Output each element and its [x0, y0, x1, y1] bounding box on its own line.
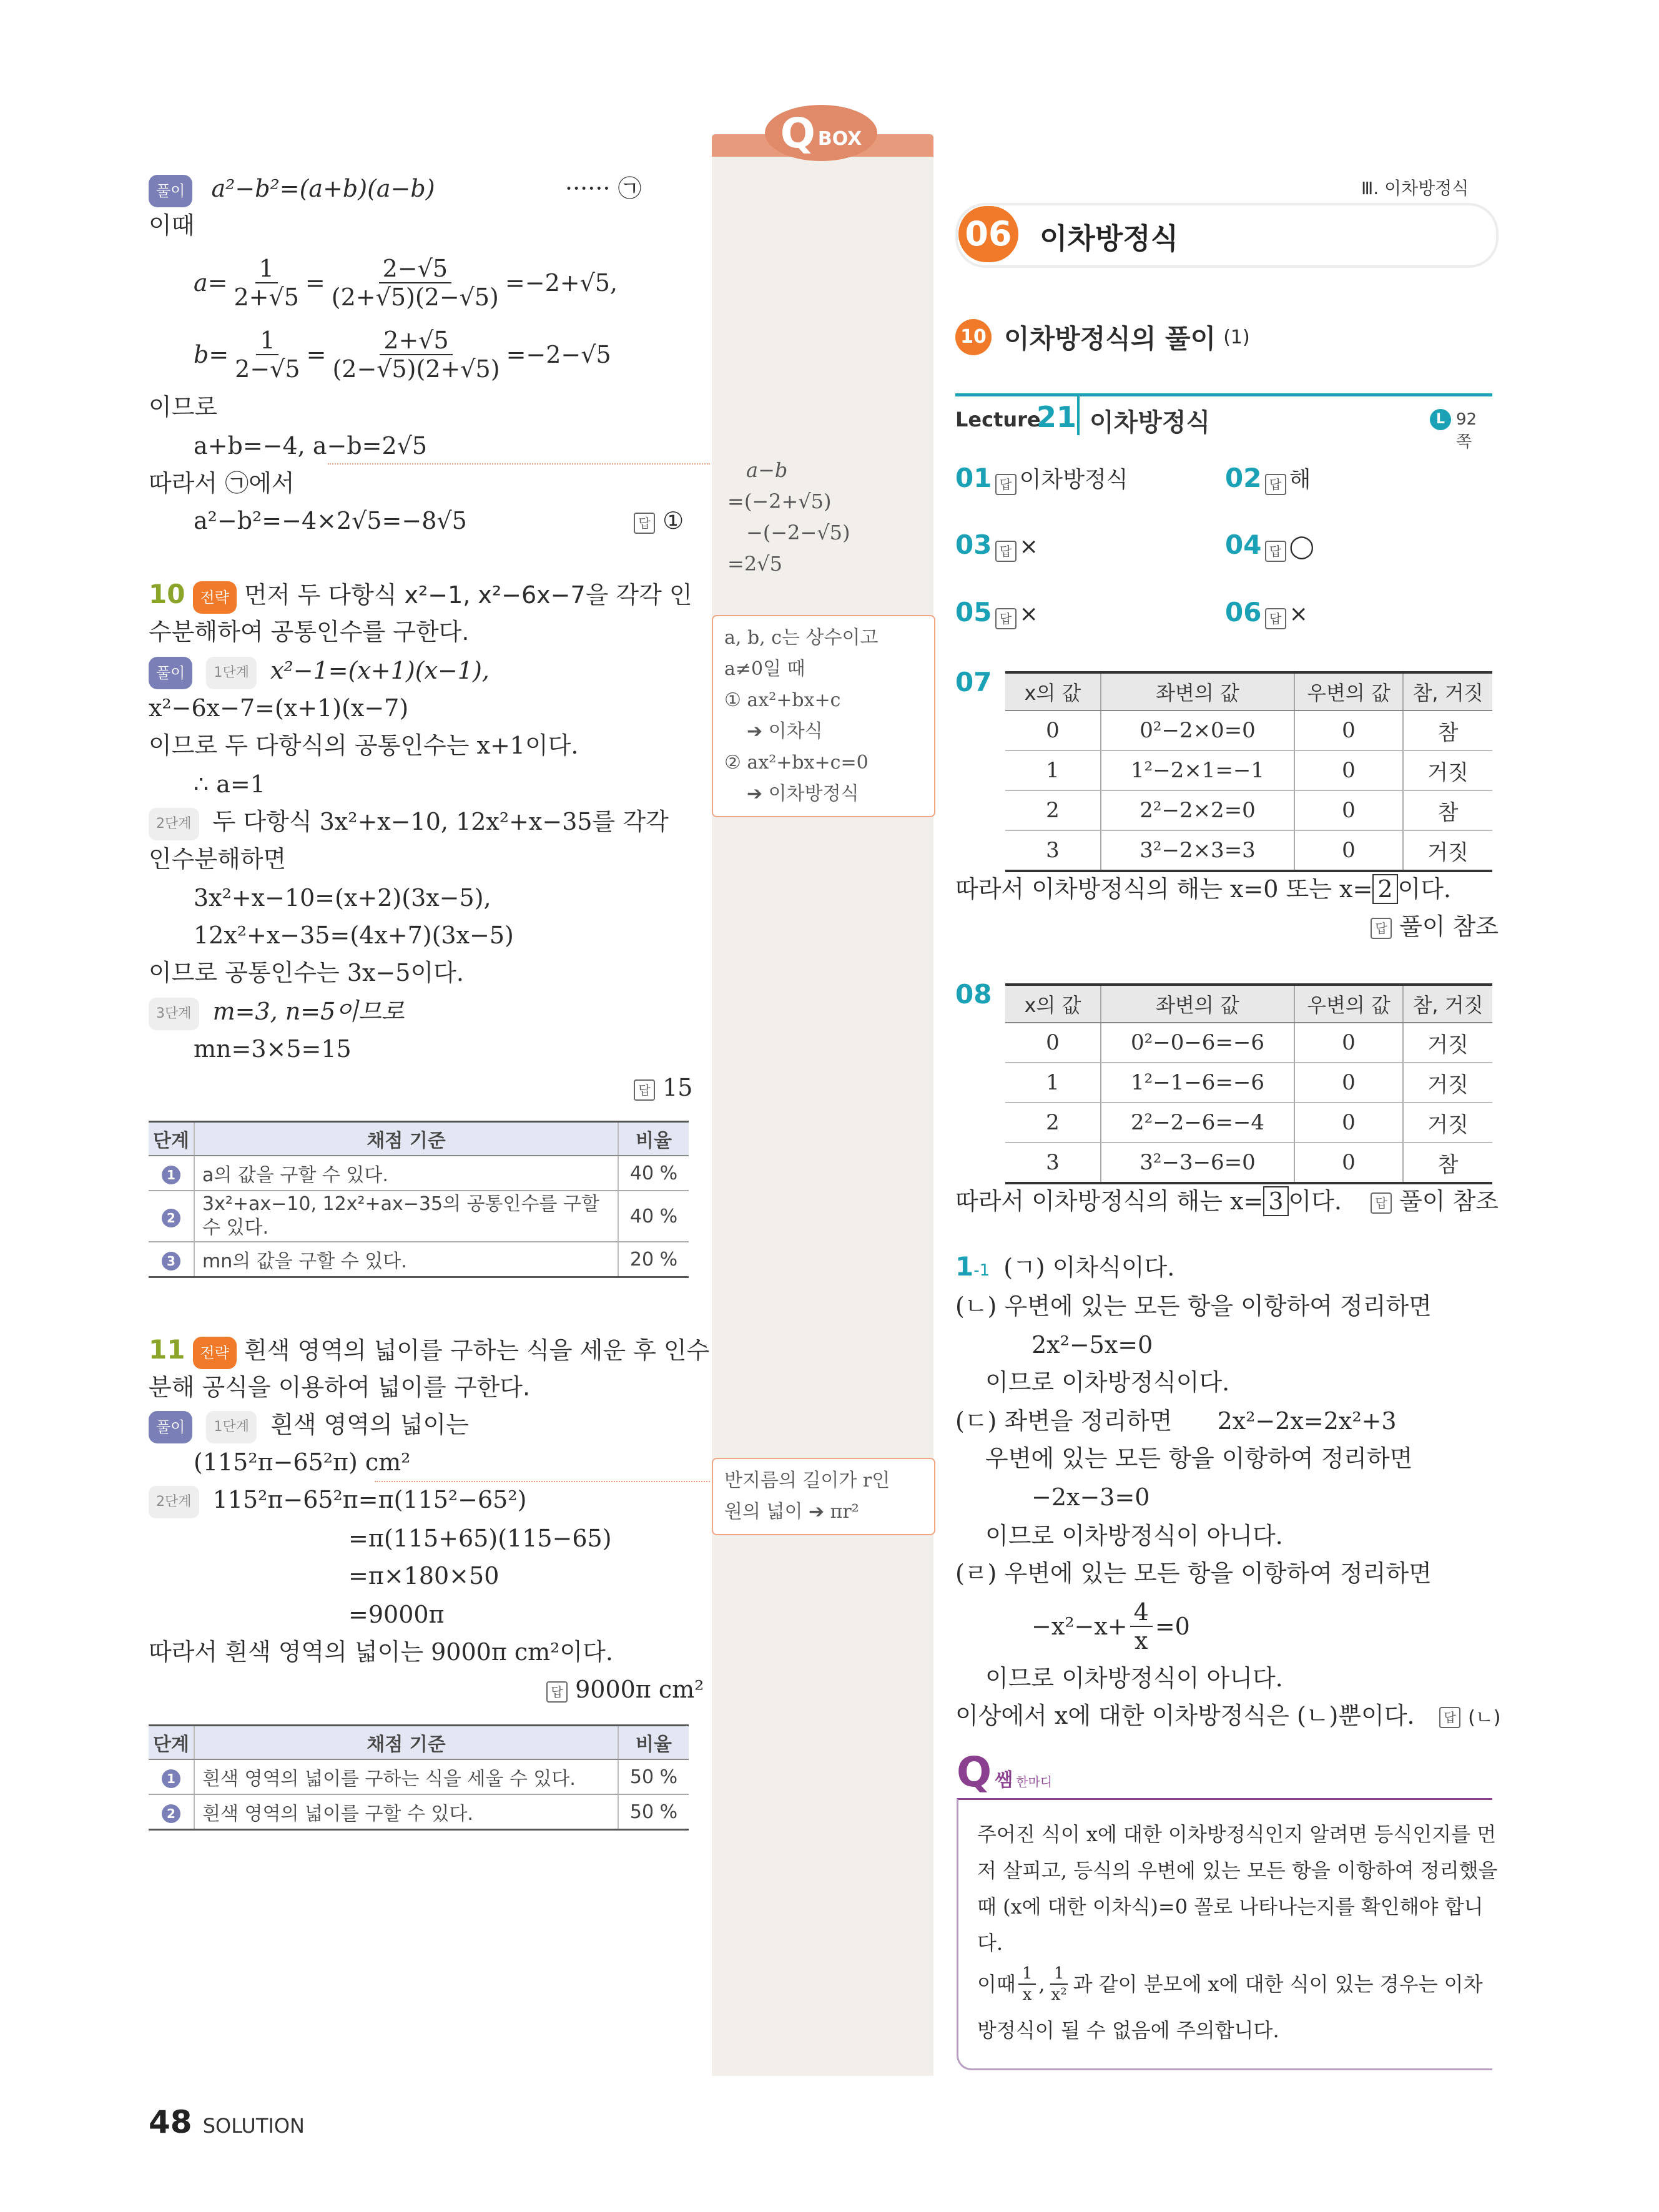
answer-icon: 답 [1439, 1707, 1460, 1728]
step-badge: 3단계 [149, 998, 199, 1030]
fraction [230, 255, 303, 311]
step-number: 3 [162, 1252, 180, 1271]
eq: 두 다항식 3x²+x−10, 12x²+x−35를 각각 [212, 808, 669, 835]
answer-icon: 답 [1265, 474, 1286, 495]
th-step: 단계 [149, 1122, 194, 1156]
step-number: 2 [162, 1804, 180, 1823]
eq: a²−b²=(a+b)(a−b) [211, 175, 435, 202]
denominator: (2+√5)(2−√5) [331, 283, 499, 311]
step-number: 1 [162, 1166, 180, 1184]
th-step: 단계 [149, 1726, 194, 1760]
lecture-title: 이차방정식 [1090, 408, 1211, 437]
tip-q: Q [957, 1748, 992, 1796]
denominator: x [1135, 1627, 1148, 1654]
q10-line-3: 이므로 두 다항식의 공통인수는 x+1이다. [149, 732, 579, 759]
cell: 거짓 [1403, 1103, 1492, 1143]
chapter-title: 이차방정식 [1040, 222, 1179, 255]
strategy-badge: 전략 [193, 581, 237, 614]
p1-line-8: 이므로 이차방정식이 아니다. [985, 1522, 1283, 1550]
p1-line-9: (ㄹ) 우변에 있는 모든 항을 이항하여 정리하면 [955, 1560, 1432, 1587]
answer-icon: 답 [995, 474, 1017, 495]
eq: x²−1=(x+1)(x−1), [270, 657, 490, 684]
ratio: 50 % [618, 1759, 689, 1794]
cell: 2 [1005, 1103, 1101, 1143]
link-line-2 [375, 1481, 710, 1482]
eq-a [194, 255, 618, 311]
cell: 0 [1005, 710, 1101, 750]
eq-part: =0 [1154, 1613, 1190, 1640]
text: 따라서 이차방정식의 해는 x=0 또는 x= [955, 875, 1373, 903]
note-line: a, b, c는 상수이고 [724, 627, 879, 649]
q11-line-2: (115²π−65²π) cm² [194, 1448, 411, 1476]
solution-badge: 풀이 [149, 175, 192, 207]
q11-strategy-1: 흰색 영역의 넓이를 구하는 식을 세운 후 인수 [244, 1337, 710, 1364]
table-row [1005, 830, 1492, 871]
criterion: 흰색 영역의 넓이를 구하는 식을 세울 수 있다. [194, 1759, 618, 1794]
answer-02 [1225, 462, 1311, 495]
q08-number: 08 [955, 979, 992, 1010]
problem-number: 1 [955, 1251, 974, 1282]
tip-line-1: 주어진 식이 x에 대한 이차방정식인지 알려면 등식인지를 먼 [977, 1822, 1497, 1846]
text: 이때 [977, 1972, 1016, 1996]
note-line: 원의 넓이 ➔ πr² [724, 1501, 859, 1523]
q10-strategy-2: 수분해하여 공통인수를 구한다. [149, 618, 470, 646]
step-badge: 2단계 [149, 1486, 199, 1518]
text: 따라서 이차방정식의 해는 x= [955, 1187, 1264, 1215]
qbox-box: BOX [817, 127, 862, 150]
numerator: 1 [256, 327, 278, 355]
th-ratio: 비율 [618, 1726, 689, 1760]
cell: 거짓 [1403, 1023, 1492, 1063]
note-line: ➔ 이차식 [747, 720, 823, 742]
text-ttaraseo: 따라서 ㉠에서 [149, 469, 295, 497]
fraction [231, 327, 303, 383]
p1-line-4: 이므로 이차방정식이다. [985, 1369, 1230, 1396]
answer-value: 15 [662, 1074, 693, 1101]
eq: 115²π−65²π=π(115²−65²) [212, 1486, 527, 1513]
qbox-q: Q [780, 109, 815, 157]
answer-text: 풀이 참조 [1399, 1187, 1499, 1215]
note-line: ① ax²+bx+c [724, 689, 841, 711]
table-row [149, 1191, 689, 1242]
eq-part: =−2−√5 [506, 341, 611, 368]
q08-answer [1371, 1186, 1499, 1216]
page-footer [149, 2104, 305, 2140]
sol-line-1 [149, 174, 435, 207]
table-row [1005, 750, 1492, 790]
table-row [149, 1242, 689, 1277]
answer-icon: 답 [1371, 1192, 1392, 1214]
ratio: 40 % [618, 1191, 689, 1242]
step-number: 1 [162, 1769, 180, 1788]
p1-line-7: −2x−3=0 [1031, 1483, 1150, 1511]
table-row [149, 1156, 689, 1191]
text-imeuro: 이므로 [149, 393, 218, 421]
strategy-badge: 전략 [193, 1337, 237, 1369]
q10-line-9: 이므로 공통인수는 3x−5이다. [149, 959, 464, 986]
p1-line-10 [1031, 1598, 1190, 1654]
side-note-2 [712, 615, 935, 817]
p1-line-1 [955, 1252, 1174, 1285]
q10-line-2: x²−6x−7=(x+1)(x−7) [149, 694, 409, 722]
q10-number: 10 [149, 579, 185, 609]
table-row [1005, 790, 1492, 830]
tip-line-2: 저 살피고, 등식의 우변에 있는 모든 항을 이항하여 정리했을 [977, 1859, 1498, 1882]
answer-number: 06 [1225, 597, 1262, 627]
eq-sum-diff: a+b=−4, a−b=2√5 [194, 432, 428, 460]
q07-number: 07 [955, 667, 992, 697]
note-line: ② ax²+bx+c=0 [724, 752, 869, 774]
p1-answer [1439, 1701, 1500, 1733]
q11-title [149, 1335, 709, 1369]
th-rhs: 우변의 값 [1294, 672, 1403, 710]
answer-03 [955, 529, 1038, 562]
marker-1: ······ ㉠ [565, 175, 642, 202]
answer-value: 9000π cm² [575, 1676, 704, 1703]
answer-icon: 답 [546, 1681, 568, 1703]
tip-line-6: 방정식이 될 수 없음에 주의합니다. [977, 2018, 1279, 2042]
cell: 0 [1294, 750, 1403, 790]
note-line: 반지름의 길이가 r인 [724, 1470, 890, 1492]
text: 흰색 영역의 넓이는 [270, 1411, 469, 1438]
q11-line-4: =π(115+65)(115−65) [348, 1525, 612, 1552]
table-row [1005, 1103, 1492, 1143]
th-x: x의 값 [1005, 672, 1101, 710]
answer-05 [955, 597, 1038, 629]
denominator: 2−√5 [235, 355, 300, 383]
answer-icon: 답 [995, 608, 1017, 629]
q10-score-table [149, 1121, 689, 1278]
text: (ㄱ) 이차식이다. [1003, 1254, 1175, 1281]
q10-line-11: mn=3×5=15 [194, 1035, 352, 1063]
solution-badge: 풀이 [149, 657, 192, 689]
q11-score-table [149, 1724, 689, 1831]
criterion: 3x²+ax−10, 12x²+ax−35의 공통인수를 구할 수 있다. [194, 1191, 618, 1242]
answer-icon: 답 [1265, 541, 1286, 562]
answer-icon: 답 [634, 513, 655, 534]
cell: 거짓 [1403, 830, 1492, 871]
answer-text: 해 [1289, 467, 1311, 493]
q10-line-8: 12x²+x−35=(4x+7)(3x−5) [194, 922, 514, 949]
denominator: x² [1051, 1985, 1067, 2004]
text: 이다. [1397, 875, 1452, 903]
q11-line-7: 따라서 흰색 영역의 넓이는 9000π cm²이다. [149, 1638, 613, 1666]
cell: 0 [1294, 830, 1403, 871]
table-row [1005, 1143, 1492, 1183]
table-row [149, 1759, 689, 1794]
note-line: a−b [746, 458, 788, 482]
cell: 참 [1403, 710, 1492, 750]
subsection-title [955, 318, 1250, 356]
q07-answer [1371, 912, 1499, 941]
q11-number: 11 [149, 1334, 185, 1365]
q11-line-5: =π×180×50 [348, 1562, 500, 1590]
qbox-column [712, 134, 933, 2076]
eq-sign: = [305, 269, 325, 297]
cell: 0 [1294, 1063, 1403, 1103]
table-row [1005, 1063, 1492, 1103]
answer-number: 02 [1225, 463, 1262, 493]
answer-grid [955, 462, 1492, 643]
answer-04 [1225, 529, 1314, 562]
th-x: x의 값 [1005, 985, 1101, 1023]
numerator: 1 [1050, 1964, 1068, 1985]
answer-number: 05 [955, 597, 992, 627]
lecture-word: Lecture [955, 408, 1041, 431]
q11-line-6: =9000π [348, 1601, 445, 1628]
subsection-part: (1) [1223, 326, 1250, 348]
cell: 참 [1403, 1143, 1492, 1183]
link-line-1 [328, 463, 710, 465]
step-badge: 2단계 [149, 808, 199, 840]
q10-answer [634, 1073, 692, 1103]
q10-line-10 [149, 996, 404, 1030]
criterion: 흰색 영역의 넓이를 구할 수 있다. [194, 1794, 618, 1830]
th-ratio: 비율 [618, 1122, 689, 1156]
q10-title [149, 579, 692, 614]
q11-line-3 [149, 1485, 526, 1518]
cell: 3²−2×3=3 [1101, 830, 1294, 871]
text: (ㄷ) 좌변을 정리하면 [955, 1407, 1173, 1435]
note-line: a≠0일 때 [724, 658, 805, 680]
answer-text: 이차방정식 [1019, 467, 1128, 493]
cell: 1 [1005, 750, 1101, 790]
q10-line-4: ∴ a=1 [194, 770, 265, 798]
text-ittae: 이때 [149, 212, 195, 239]
cell: 거짓 [1403, 750, 1492, 790]
cell: 3 [1005, 1143, 1101, 1183]
cell: 1²−1−6=−6 [1101, 1063, 1294, 1103]
q11-answer [546, 1674, 704, 1704]
eq-sign: = [306, 341, 327, 368]
fraction [328, 327, 503, 383]
chapter-number: 06 [958, 206, 1018, 262]
th-criterion: 채점 기준 [194, 1122, 618, 1156]
ratio: 20 % [618, 1242, 689, 1277]
note-line: =(−2+√5) [727, 489, 832, 513]
tip-subtitle: 한마디 [1016, 1774, 1053, 1789]
answer-icon: 답 [995, 541, 1017, 562]
answer-value: (ㄴ) [1468, 1707, 1501, 1729]
cell: 2²−2−6=−4 [1101, 1103, 1294, 1143]
tip-box [957, 1798, 1498, 2070]
page-number: 48 [149, 2104, 192, 2140]
eq: 2x²−2x=2x²+3 [1217, 1407, 1397, 1435]
cell: 0²−2×0=0 [1101, 710, 1294, 750]
criterion: a의 값을 구할 수 있다. [194, 1156, 618, 1191]
fraction [1130, 1598, 1153, 1654]
answer-icon: 답 [634, 1079, 655, 1101]
numerator: 1 [1018, 1964, 1036, 1985]
answer-icon: 답 [1371, 918, 1392, 939]
q10-line-6: 인수분해하면 [149, 845, 287, 873]
table-row [149, 1794, 689, 1830]
q08-conclusion [955, 1186, 1342, 1216]
q10-line-5 [149, 807, 669, 840]
text: 과 같이 분모에 x에 대한 식이 있는 경우는 이차 [1073, 1972, 1483, 1996]
answer-icon: 답 [1265, 608, 1286, 629]
q08-table [1005, 983, 1492, 1184]
q11-line-1 [149, 1410, 469, 1443]
th-lhs: 좌변의 값 [1101, 985, 1294, 1023]
tip-title: 쌤 [995, 1769, 1013, 1791]
table-row [1005, 1023, 1492, 1063]
cell: 1 [1005, 1063, 1101, 1103]
answer-06 [1225, 597, 1308, 629]
cell: 1²−2×1=−1 [1101, 750, 1294, 790]
side-note-1 [727, 455, 850, 579]
answer-text: ◯ [1289, 534, 1314, 559]
denominator: 2+√5 [234, 283, 299, 311]
denominator: x [1022, 1985, 1032, 2004]
th-lhs: 좌변의 값 [1101, 672, 1294, 710]
answer-number: 01 [955, 463, 992, 493]
answer-value: ① [662, 507, 684, 534]
cell: 3²−3−6=0 [1101, 1143, 1294, 1183]
tip-line-5 [977, 1964, 1482, 2005]
answer-text: × [1289, 601, 1308, 627]
cell: 0²−0−6=−6 [1101, 1023, 1294, 1063]
eq-part: −x²−x+ [1031, 1613, 1128, 1640]
page-label: SOLUTION [202, 2114, 305, 2138]
q10-line-1 [149, 656, 490, 689]
p1-line-3: 2x²−5x=0 [1031, 1331, 1153, 1359]
p1-line-11: 이므로 이차방정식이 아니다. [985, 1664, 1283, 1692]
p1-line-5 [955, 1406, 1397, 1436]
cell: 0 [1294, 710, 1403, 750]
cell: 거짓 [1403, 1063, 1492, 1103]
q10-line-7: 3x²+x−10=(x+2)(3x−5), [194, 884, 491, 912]
answer-text: 풀이 참조 [1399, 913, 1499, 940]
numerator: 4 [1130, 1598, 1153, 1627]
q11-strategy-2: 분해 공식을 이용하여 넓이를 구한다. [149, 1374, 531, 1401]
table-row [1005, 710, 1492, 750]
fraction [328, 255, 503, 311]
q07-conclusion [955, 874, 1451, 904]
cell: 0 [1005, 1023, 1101, 1063]
step-badge: 1단계 [206, 657, 257, 689]
p1-line-2: (ㄴ) 우변에 있는 모든 항을 이항하여 정리하면 [955, 1292, 1432, 1320]
answer-text: × [1019, 534, 1038, 559]
lecture-header [955, 393, 1492, 451]
boxed-value: 2 [1372, 874, 1397, 904]
note-line: ➔ 이차방정식 [747, 783, 859, 805]
q07-table [1005, 671, 1492, 872]
cell: 2²−2×2=0 [1101, 790, 1294, 830]
note-line: =2√5 [727, 552, 782, 576]
denominator: (2−√5)(2+√5) [332, 355, 500, 383]
comma: , [1038, 1972, 1045, 1996]
cell: 0 [1294, 1103, 1403, 1143]
eq-b [194, 327, 611, 383]
subsection-number: 10 [955, 319, 992, 355]
tip-line-4: 다. [977, 1931, 1003, 1955]
q10-strategy-1: 먼저 두 다항식 x²−1, x²−6x−7을 각각 인 [244, 581, 692, 609]
answer-01 [955, 462, 1128, 495]
eq: m=3, n=5이므로 [212, 998, 405, 1025]
th-tf: 참, 거짓 [1403, 985, 1492, 1023]
fraction [1018, 1964, 1036, 2005]
text: 이다. [1288, 1187, 1342, 1215]
eq-part: a= [194, 269, 228, 297]
qbox-logo [765, 105, 877, 161]
th-rhs: 우변의 값 [1294, 985, 1403, 1023]
lecture-number: 21 [1036, 400, 1077, 434]
tip-logo [957, 1748, 1052, 1796]
numerator: 2+√5 [380, 327, 452, 355]
ratio: 50 % [618, 1794, 689, 1830]
boxed-value: 3 [1263, 1186, 1288, 1216]
criterion: mn의 값을 구할 수 있다. [194, 1242, 618, 1277]
eq-part: b= [194, 341, 229, 368]
cell: 참 [1403, 790, 1492, 830]
step-number: 2 [162, 1209, 180, 1227]
answer-text: × [1019, 601, 1038, 627]
numerator: 1 [255, 255, 278, 283]
fraction [1048, 1964, 1071, 2005]
answer-number: 04 [1225, 529, 1262, 560]
answer-1 [634, 506, 684, 536]
section-label: Ⅲ. 이차방정식 [1361, 178, 1469, 199]
numerator: 2−√5 [379, 255, 451, 283]
page-ref: 92쪽 [1456, 410, 1477, 451]
cell: 2 [1005, 790, 1101, 830]
eq-result: a²−b²=−4×2√5=−8√5 [194, 507, 467, 534]
th-tf: 참, 거짓 [1403, 672, 1492, 710]
side-note-3 [712, 1458, 935, 1535]
step-badge: 1단계 [206, 1411, 257, 1443]
cell: 3 [1005, 830, 1101, 871]
note-line: −(−2−√5) [746, 521, 850, 544]
th-criterion: 채점 기준 [194, 1726, 618, 1760]
cell: 0 [1294, 1143, 1403, 1183]
page-ref-icon: L [1430, 409, 1451, 430]
cell: 0 [1294, 790, 1403, 830]
answer-number: 03 [955, 529, 992, 560]
p1-line-6: 우변에 있는 모든 항을 이항하여 정리하면 [985, 1445, 1413, 1472]
solution-badge: 풀이 [149, 1411, 192, 1443]
chapter-banner [955, 203, 1499, 268]
subsection-text: 이차방정식의 풀이 [1004, 323, 1216, 354]
cell: 0 [1294, 1023, 1403, 1063]
p1-line-12: 이상에서 x에 대한 이차방정식은 (ㄴ)뿐이다. [955, 1702, 1415, 1729]
lecture-divider [1077, 396, 1080, 435]
problem-sub: -1 [973, 1261, 990, 1280]
tip-line-3: 때 (x에 대한 이차식)=0 꼴로 나타나는지를 확인해야 합니 [977, 1895, 1484, 1919]
ratio: 40 % [618, 1156, 689, 1191]
eq-part: =−2+√5, [505, 269, 618, 297]
